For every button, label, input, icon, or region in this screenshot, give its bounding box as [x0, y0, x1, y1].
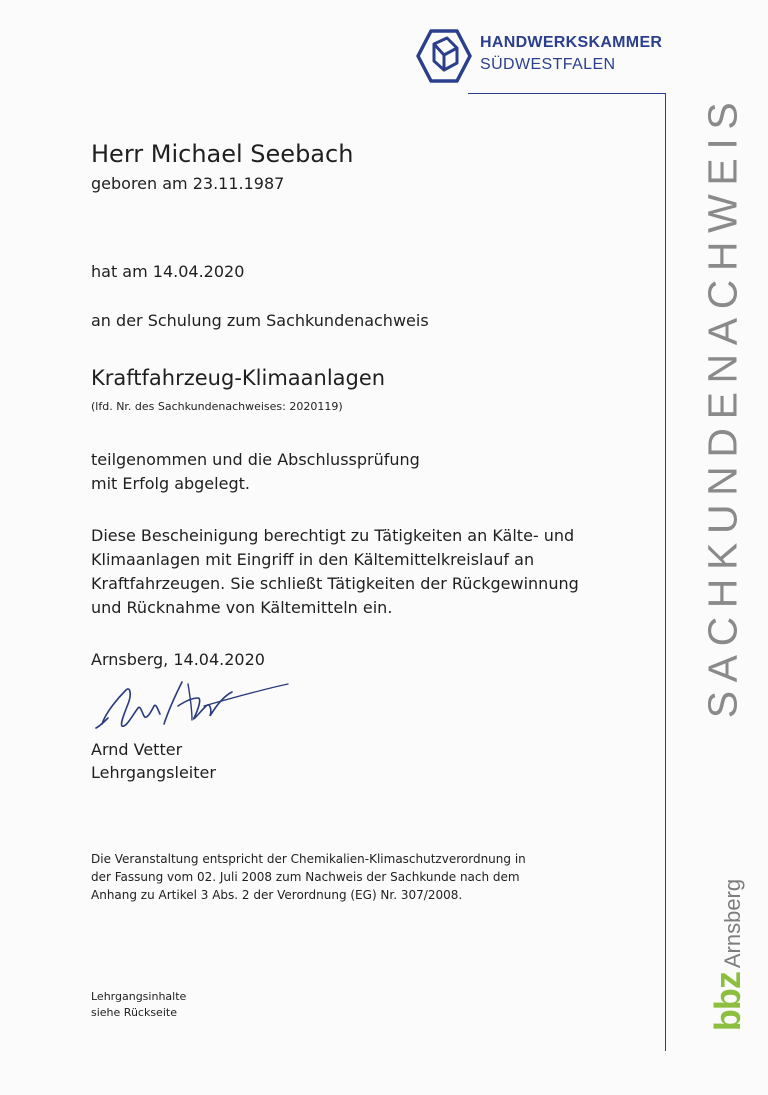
document-type-title: SACHKUNDENACHWEIS — [699, 93, 746, 719]
birth-date: geboren am 23.11.1987 — [91, 174, 285, 193]
authorization-line: und Rücknahme von Kältemitteln ein. — [91, 598, 393, 617]
signer-role: Lehrgangsleiter — [91, 763, 216, 782]
frame-top-line — [468, 93, 666, 94]
authorization-line: Diese Bescheinigung berechtigt zu Tätigkeiten an Kälte- und — [91, 526, 575, 545]
result-line: mit Erfolg abgelegt. — [91, 474, 250, 493]
organization-name: HANDWERKSKAMMER — [480, 34, 663, 51]
legal-note-line: Die Veranstaltung entspricht der Chemikalien-Klimaschutzverordnung in — [91, 852, 526, 866]
place-date: Arnsberg, 14.04.2020 — [91, 650, 265, 669]
frame-right-line — [665, 93, 666, 1051]
contents-note-line: Lehrgangsinhalte — [91, 990, 187, 1003]
course-title: Kraftfahrzeug-Klimaanlagen — [91, 366, 386, 390]
bbz-logo — [707, 879, 749, 1031]
course-intro: an der Schulung zum Sachkundenachweis — [91, 311, 429, 330]
contents-note-line: siehe Rückseite — [91, 1006, 177, 1019]
course-date: hat am 14.04.2020 — [91, 262, 245, 281]
authorization-line: Klimaanlagen mit Eingriff in den Kältemittelkreislauf an — [91, 550, 535, 569]
authorization-line: Kraftfahrzeugen. Sie schließt Tätigkeiten der Rückgewinnung — [91, 574, 579, 593]
signer-name: Arnd Vetter — [91, 740, 183, 759]
hexagon-cube-icon — [413, 28, 473, 86]
course-number: (lfd. Nr. des Sachkundenachweises: 2020119) — [91, 400, 343, 413]
legal-note-line: Anhang zu Artikel 3 Abs. 2 der Verordnung (EG) Nr. 307/2008. — [91, 888, 463, 902]
result-line: teilgenommen und die Abschlussprüfung — [91, 450, 420, 469]
recipient-name: Herr Michael Seebach — [91, 140, 354, 168]
organization-region: SÜDWESTFALEN — [480, 56, 616, 73]
signature — [92, 676, 292, 738]
bbz-city: Arnsberg — [720, 878, 745, 969]
bbz-logo-text: bbz — [707, 972, 748, 1032]
legal-note-line: der Fassung vom 02. Juli 2008 zum Nachweis der Sachkunde nach dem — [91, 870, 520, 884]
